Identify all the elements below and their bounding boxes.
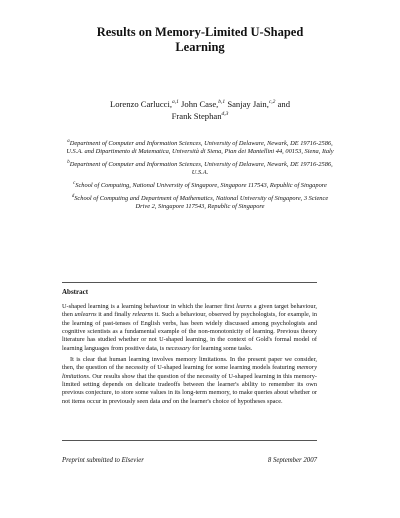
affiliation-text: School of Computing, National University of Singapore, Singapore 117543, Republic of Singapore: [75, 181, 327, 189]
emphasized-term: relearns: [132, 311, 154, 319]
affiliation: [66, 182, 334, 190]
author-name: Sanjay Jain,: [225, 99, 269, 109]
author-line-2: [60, 110, 340, 122]
affiliation-mark: c: [73, 180, 76, 186]
emphasized-term: memory limitations: [62, 364, 317, 380]
author-line-1: [60, 98, 340, 110]
affiliation-text: School of Computing and Department of Mathematics, National University of Singapore, 3 Science Drive 2, Singapore 117543, Republic of Singapore: [74, 194, 329, 210]
abstract-paragraph-2: It is clear that human learning involves memory limitations. In the present paper we consider, then, the question of the necessity of U-shaped learning for some learning models featuring memory limitations. Our results show that the question of the necessity of U-shaped learning in this memory-limited setting depends on delicate tradeoffs between the learner's ability to remember its own previous conjecture, to store some values in its long-term memory, to make queries about whether or not items occur in previously seen data and on the learner's choice of hypotheses space.: [62, 356, 317, 405]
affiliation-text: Department of Computer and Information Sciences, University of Delaware, Newark, DE 19716-2586, U.S.A.: [69, 160, 333, 177]
paper-title: [60, 25, 340, 55]
preprint-date: 8 September 2007: [267, 457, 317, 464]
affiliations: [66, 140, 334, 215]
title-line-1: Results on Memory-Limited U-Shaped: [96, 25, 304, 39]
emphasized-term: unlearns: [74, 311, 97, 319]
author-name: and: [275, 99, 290, 109]
emphasized-term: learns: [236, 303, 252, 310]
affiliation: [66, 161, 334, 177]
author-affiliation-mark: d,3: [221, 111, 229, 117]
author-affiliation-mark: b,1: [218, 99, 226, 105]
emphasized-term: and: [161, 397, 172, 405]
title-line-2: Learning: [175, 40, 225, 54]
abstract-heading: Abstract: [62, 288, 89, 296]
affiliation-text: Department of Computer and Information Sciences, University of Delaware, Newark, DE 19716-2586, U.S.A. and Dipartimento di Matematica, Università di Siena, Pian dei Mantellini 44, 00153, Siena, Italy: [66, 140, 334, 156]
author-name: Lorenzo Carlucci,: [109, 99, 173, 109]
author-affiliation-mark: c,2: [268, 99, 276, 105]
author-name: Frank Stephan: [171, 111, 222, 121]
affiliation: [66, 195, 334, 211]
preprint-note: Preprint submitted to Elsevier: [62, 457, 144, 464]
affiliation-mark: d: [71, 193, 75, 199]
abstract-paragraph-1: U-shaped learning is a learning behaviour in which the learner first learns a given target behaviour, then unlearns it and finally relearns it. Such a behaviour, observed by psychologists, for example, in the learning of past-tenses of English verbs, has been widely discussed among psychologists and cognitive scientists as a fundamental example of the non-monotonicity of learning. Previous theory literature has studied whether or not U-shaped learning, in the context of Gold's formal model of learning languages from positive data, is necessary for learning some tasks.: [62, 303, 317, 352]
author-affiliation-mark: a,1: [172, 99, 179, 105]
abstract-top-rule: [62, 282, 317, 283]
affiliation-mark: b: [67, 159, 70, 165]
emphasized-term: necessary: [165, 344, 191, 352]
affiliation: [66, 140, 334, 156]
author-list: [60, 98, 340, 122]
abstract-bottom-rule: [62, 440, 317, 441]
abstract-body: [62, 303, 317, 409]
author-name: John Case,: [178, 99, 219, 109]
affiliation-mark: a: [67, 139, 70, 144]
